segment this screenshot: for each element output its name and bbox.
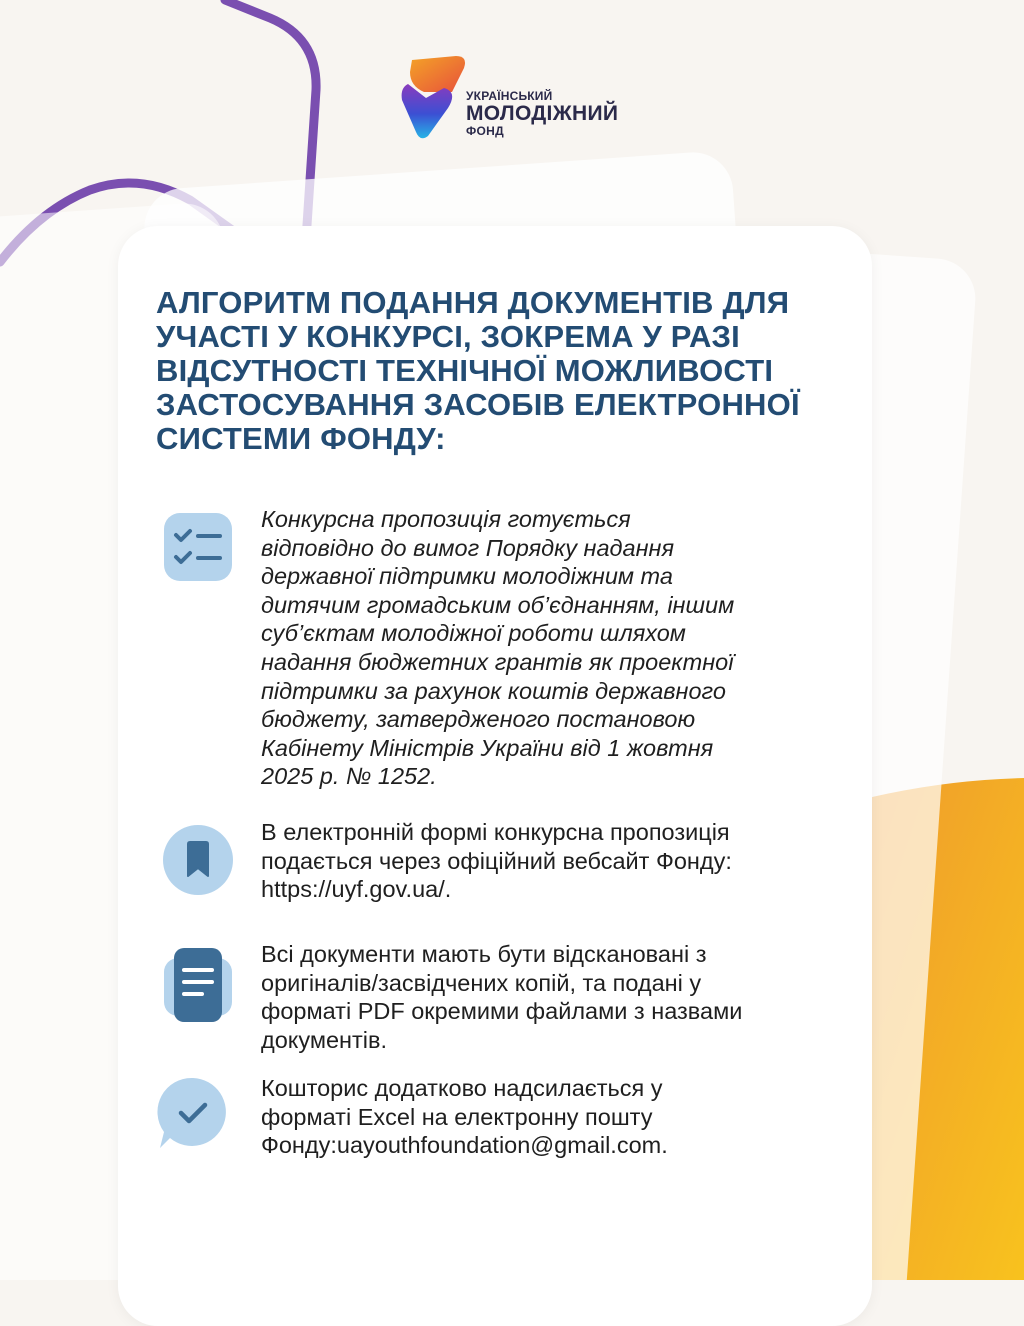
bookmark-icon <box>162 824 234 896</box>
page-title: АЛГОРИТМ ПОДАННЯ ДОКУМЕНТІВ ДЛЯ УЧАСТІ У КОНКУРСІ, ЗОКРЕМА У РАЗІ ВІДСУТНОСТІ ТЕХНІЧНОЇ МОЖЛИВОСТІ ЗАСТОСУВАННЯ ЗАСОБІВ ЕЛЕКТРОННОЇ СИСТЕМИ ФОНДУ: <box>156 285 800 456</box>
logo <box>398 52 638 144</box>
item-text-documents: Всі документи мають бути відскановані з оригіналів/засвідчених копій, та подані у форматі PDF окремими файлами з назвами документів. <box>261 941 743 1053</box>
logo-text <box>466 90 618 137</box>
checklist-icon <box>162 511 234 583</box>
chat-check-icon <box>156 1076 230 1150</box>
document-icon <box>162 946 234 1026</box>
logo-mark-icon <box>398 52 468 142</box>
item-text-estimate: Кошторис додатково надсилається у форматі Excel на електронну пошту Фонду:uayouthfoundation@gmail.com. <box>261 1075 668 1159</box>
logo-line-2: МОЛОДІЖНИЙ <box>466 102 619 125</box>
logo-line-1: УКРАЇНСЬКИЙ <box>466 89 553 103</box>
item-text-website: В електронній формі конкурсна пропозиція подається через офіційний вебсайт Фонду: https://uyf.gov.ua/. <box>261 819 732 903</box>
item-text-proposal: Конкурсна пропозиція готується відповідно до вимог Порядку надання державної підтримки молодіжним та дитячим громадським об’єднанням, іншим суб’єктам молодіжної роботи шляхом надання бюджетних грантів як проектної підтримки за рахунок коштів державного бюджету, затвердженого постановою Кабінету Міністрів України від 1 жовтня 2025 р. № 1252. <box>261 506 735 790</box>
logo-line-3: ФОНД <box>466 124 504 138</box>
